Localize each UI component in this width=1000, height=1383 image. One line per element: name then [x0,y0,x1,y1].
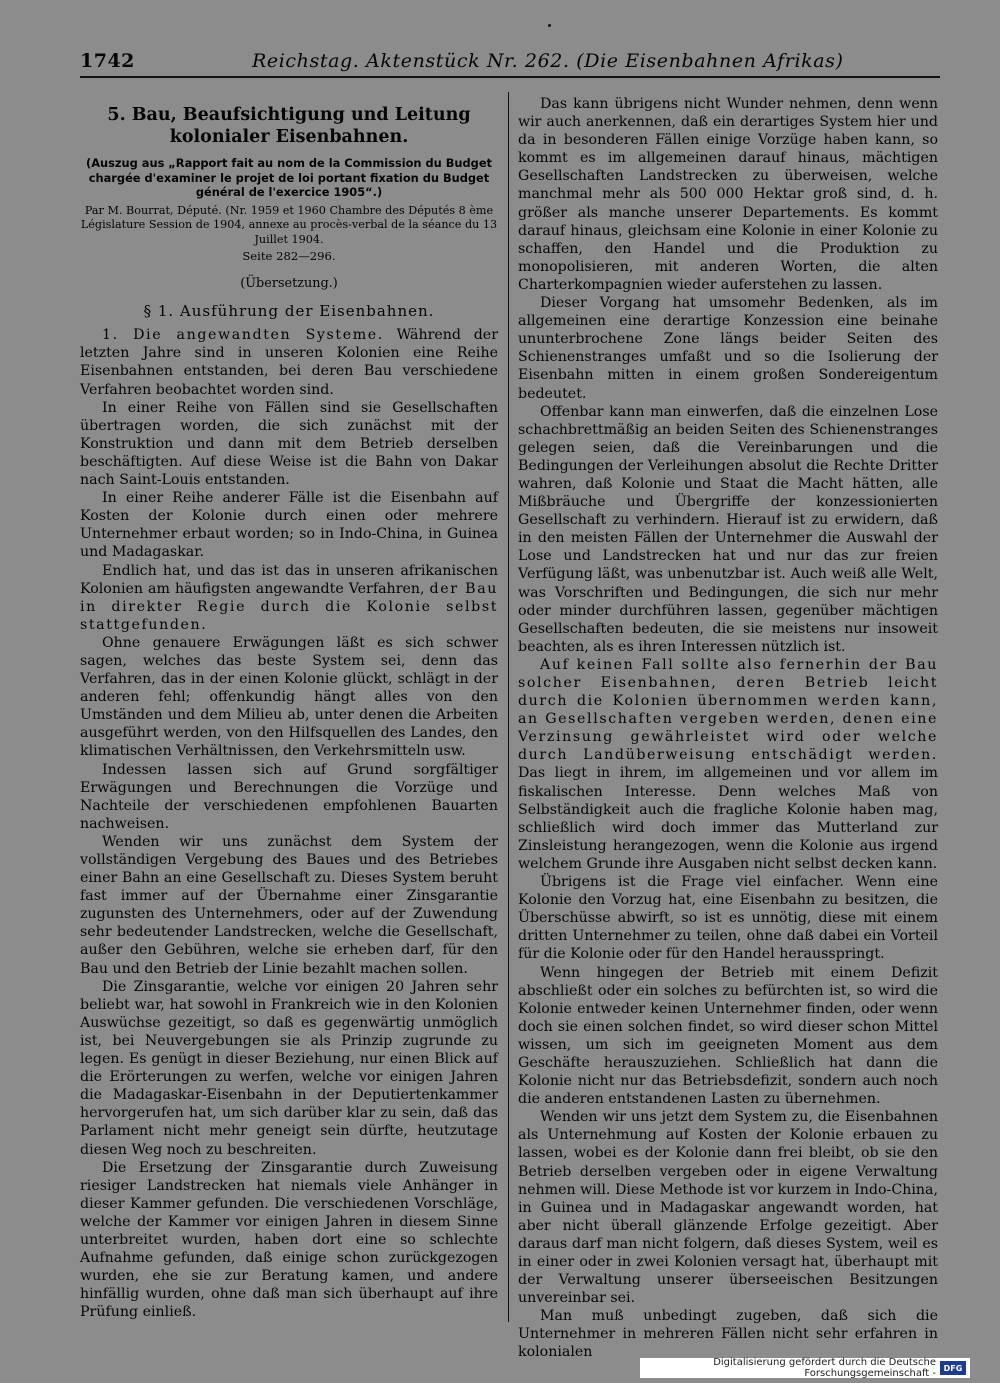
paragraph-lead: 1. Die angewandten Systeme. [102,327,384,344]
paragraph-emphasis: der Bau in direkter Regie durch die Kolonie selbst stattgefunden. [80,580,498,633]
paragraph [518,656,938,873]
left-column [80,94,498,1321]
pages-note: Seite 282—296. [242,249,336,263]
paragraph: Man muß unbedingt zugeben, daß sich die Unternehmer in mehreren Fällen nicht sehr erfahren in kolonialen [518,1308,938,1361]
paragraph: Wenden wir uns zunächst dem System der vollständigen Vergebung des Baues und des Betriebes einer Bahn an eine Gesellschaft zu. Dieses System beruht fast immer auf der Übernahme einer Zinsgarantie zugunsten des Unternehmers, oder auf der Zuwendung sehr bedeutender Landstrecken, welche die Gesellschaft, außer den Gebühren, welche sie erheben darf, für den Bau und den Betrieb der Linie bezahlt machen sollen. [80,833,498,977]
paragraph-text: Endlich hat, und das ist das in unseren afrikanischen Kolonien am häufigsten angewandte Verfahren, [80,562,498,597]
page-header [80,46,940,78]
paragraph [80,562,498,634]
paragraph-emphasis: Auf keinen Fall sollte also fernerhin der Bau solcher Eisenbahnen, deren Betrieb leicht durch die Kolonien übernommen werden kann, an Gesellschaften vergeben werden, denen eine Verzinsung gewährleistet wird oder welche durch Landüberweisung entschädigt werden. [518,656,938,764]
paragraph-text: Das liegt in ihrem, im allgemeinen und vor allem im fiskalischen Interesse. Denn welches Maß von Selbständigkeit auch die fragliche Kolonie haben mag, schließlich wird doch immer das Mutterland zur Zinsleistung herangezogen, wenn die Kolonie aus irgend welchem Grunde ihre Ausgaben nicht selbst decken kann. [518,765,938,872]
paragraph: Offenbar kann man einwerfen, daß die einzelnen Lose schachbrettmäßig an beiden Seiten des Schienenstranges gelegen seien, daß die Vereinbarungen und die Bedingungen der Verleihungen absolut die Rechte Dritter wahren, daß Kolonie und Staat die Macht hätten, alle Mißbräuche und Übergriffe der konzessionierten Gesellschaft zu verhindern. Hierauf ist zu erwidern, daß in den meisten Fällen der Unternehmer die Auswahl der Lose und Landstrecken hat und nur das zur freien Verfügung läßt, was unbenutzbar ist. Auch weiß alle Welt, was Vorschriften und Bedingungen, die sich nur mehr oder minder durchführen lassen, gegenüber mächtigen Gesellschaften bedeuten, die sie meistens nur insoweit beachten, als es ihren Interessen nützlich ist. [518,403,938,655]
paragraph: Ohne genauere Erwägungen läßt es sich schwer sagen, welches das beste System sei, denn das Verfahren, das in der einen Kolonie glückt, schlägt in der anderen fehl; offenkundig hängt alles von den Umständen und dem Milieu ab, unter denen die Arbeiten ausgeführt werden, von den Hilfsquellen des Landes, den klimatischen Verhältnissen, den Verkehrsmitteln usw. [80,634,498,760]
paragraph: Wenden wir uns jetzt dem System zu, die Eisenbahnen als Unternehmung auf Kosten der Kolonie erbauen zu lassen, wobei es der Kolonie dann frei bleibt, ob sie den Betrieb derselben vergeben oder in eigene Verwaltung nehmen will. Diese Methode ist vor kurzem in Indo-China, in Guinea und in Madagaskar angewandt worden, hat aber nicht überall glänzende Erfolge gezeitigt. Aber daraus darf man nicht folgern, daß dieses System, weil es in einer oder in zwei Kolonien versagt hat, überhaupt mit der Verwaltung unserer überseeischen Besitzungen unvereinbar sei. [518,1109,938,1307]
right-column [518,95,938,1362]
section-title: 5. Bau, Beaufsichtigung und Leitung kolonialer Eisenbahnen. [107,105,471,147]
paragraph: Die Zinsgarantie, welche vor einigen 20 Jahren sehr beliebt war, hat sowohl in Frankreich wie in den Kolonien Auswüchse gezeitigt, so daß es gegenwärtig unmöglich ist, bei Neuvergebungen sie als Prinzip zugrunde zu legen. Es genügt in dieser Beziehung, nur einen Blick auf die Erörterungen zu werfen, welche vor einigen Jahren die Madagaskar-Eisenbahn in der Deputiertenkammer hervorgerufen hat, um sich darüber klar zu sein, daß das Parlament nicht mehr geneigt sein dürfte, heutzutage diesen Weg noch zu beschreiten. [80,978,498,1158]
credit-text: Digitalisierung gefördert durch die Deutsche Forschungsgemeinschaft - [713,1357,936,1379]
paragraph: In einer Reihe anderer Fälle ist die Eisenbahn auf Kosten der Kolonie durch einen oder mehrere Unternehmer erbaut worden; so in Indo-China, in Guinea und Madagaskar. [80,490,498,561]
dfg-logo-icon: DFG [940,1361,966,1375]
excerpt-note: (Auszug aus „Rapport fait au nom de la Commission du Budget chargée d'examiner le projet de loi portant fixation du Budget général de l'exercice 1905“.) [86,156,492,200]
subsection-title: § 1. Ausführung der Eisenbahnen. [143,302,435,321]
page-number: 1742 [80,50,135,72]
paragraph: Das kann übrigens nicht Wunder nehmen, denn wenn wir auch anerkennen, daß ein derartiges System hier und da in besonderen Fällen einige Vorzüge haben kann, so kommt es im allgemeinen darauf hinaus, mächtigen Gesellschaften Landstrecken zu überweisen, welche manchmal mehr als 500 000 Hektar groß sind, d. h. größer als manche unserer Departements. Es kommt darauf hinaus, gleichsam eine Kolonie in einer Kolonie zu schaffen, den Handel und die Produktion zu monopolisieren, mit anderen Worten, die alten Charterkompagnien wieder auferstehen zu lassen. [518,96,938,293]
header-rule [80,76,940,78]
column-divider [508,92,509,1322]
digitization-credit [640,1358,970,1378]
paragraph: Übrigens ist die Frage viel einfacher. Wenn eine Kolonie den Vorzug hat, eine Eisenbahn zu besitzen, die Überschüsse abwirft, so ist es unnötig, diese mit einem dritten Unternehmer zu teilen, ohne daß dabei ein Vorteil für die Kolonie oder für den Handel herausspringt. [518,874,938,963]
paragraph: Die Ersetzung der Zinsgarantie durch Zuweisung riesiger Landstrecken hat niemals viele Anhänger in dieser Kammer gefunden. Die verschiedenen Vorschläge, welche der Kammer vor einigen Jahren in diesem Sinne unterbreitet wurden, haben dort eine so schlechte Aufnahme gefunden, daß einige schon zurückgezogen wurden, ehe sie zur Beratung kamen, und andere hinfällig wurden, ohne daß man sich überhaupt auf ihre Prüfung einließ. [80,1159,498,1321]
running-title: Reichstag. Aktenstück Nr. 262. (Die Eisenbahnen Afrikas) [252,50,844,72]
paragraph-text: Während der letzten Jahre sind in unseren Kolonien eine Reihe Eisenbahnen entstanden, bei deren Bau verschiedene Verfahren beobachtet worden sind. [80,327,498,398]
paragraph: In einer Reihe von Fällen sind sie Gesellschaften übertragen worden, die sich zunächst mit der Konstruktion und dann mit dem Betrieb derselben beschäftigten. Auf diese Weise ist die Bahn von Dakar nach Saint-Louis entstanden. [80,399,498,489]
paragraph [80,326,498,398]
source-note: Par M. Bourrat, Député. (Nr. 1959 et 1960 Chambre des Députés 8 ème Législature Session de 1904, annexe au procès-verbal de la séance du 13 Juillet 1904. [80,203,498,246]
print-mark [548,24,551,27]
paragraph: Dieser Vorgang hat umsomehr Bedenken, als im allgemeinen eine derartige Konzession eine beinahe ununterbrochene Zone längs beider Seiten des Schienenstranges umfaßt und so die Isolierung der Eisenbahn mitten in einem großen Sondereigentum bedeutet. [518,295,938,402]
paragraph: Wenn hingegen der Betrieb mit einem Defizit abschließt oder ein solches zu befürchten ist, so wird die Kolonie entweder keinen Unternehmer finden, oder wenn doch sie einen solchen findet, so wird dieser schon Mittel wissen, um sich im geeigneten Moment aus dem Geschäfte herauszuziehen. Schließlich hat dann die Kolonie nicht nur das Betriebsdefizit, sondern auch noch die anderen entstandenen Lasten zu übernehmen. [518,964,938,1108]
translation-note: (Übersetzung.) [240,276,338,292]
paragraph: Indessen lassen sich auf Grund sorgfältiger Erwägungen und Berechnungen die Vorzüge und Nachteile der verschiedenen empfohlenen Bauarten nachweisen. [80,761,498,832]
